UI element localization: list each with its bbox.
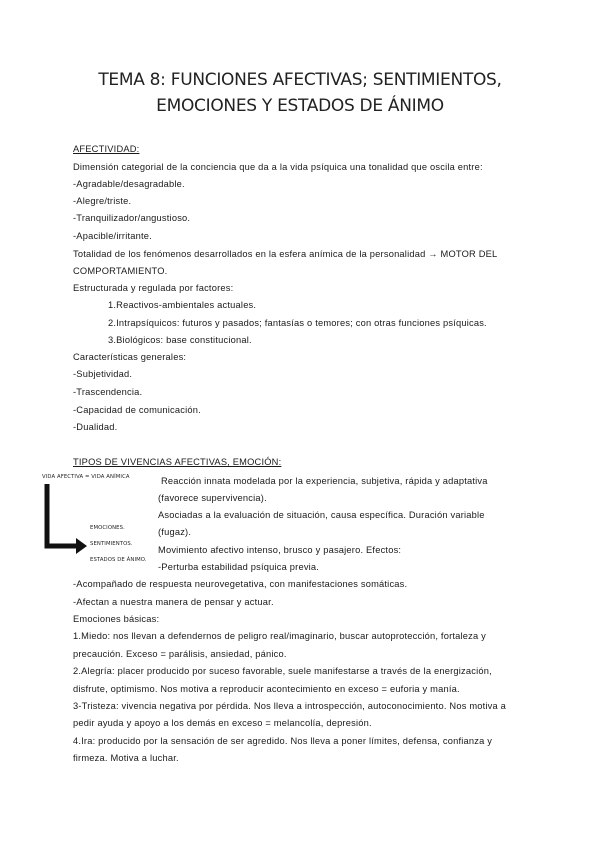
diagram-top-label: VIDA AFECTIVA = VIDA ANÍMICA	[42, 474, 130, 480]
tipos-line: -Afectan a nuestra manera de pensar y actuar.	[73, 597, 274, 607]
afectividad-line: Dimensión categorial de la conciencia que da a la vida psíquica una tonalidad que oscila entre:	[73, 162, 483, 172]
tipos-line: 1.Miedo: nos llevan a defendernos de peligro real/imaginario, buscar autoprotección, fortaleza y	[73, 631, 487, 641]
diagram-item-emociones: EMOCIONES.	[90, 525, 125, 531]
tipos-side-line: -Perturba estabilidad psíquica previa.	[158, 562, 320, 572]
page-title-line-2: EMOCIONES Y ESTADOS DE ÁNIMO	[156, 96, 444, 116]
tipos-side-line: (fugaz).	[158, 527, 192, 537]
characteristics-line: -Dualidad.	[73, 422, 118, 432]
section-heading-afectividad: AFECTIVIDAD:	[73, 144, 140, 154]
afectividad-line: -Apacible/irritante.	[73, 231, 152, 241]
tipos-side-line: Movimiento afectivo intenso, brusco y pasajero. Efectos:	[158, 545, 402, 555]
tipos-line: Emociones básicas:	[73, 614, 160, 624]
afectividad-line: -Alegre/triste.	[73, 196, 132, 206]
tipos-line: 3-Tristeza: vivencia negativa por pérdida. Nos lleva a introspección, autoconocimiento. Nos motiva a	[73, 701, 507, 711]
tipos-line: firmeza. Motiva a luchar.	[73, 753, 179, 763]
tipos-side-line: Asociadas a la evaluación de situación, causa específica. Duración variable	[158, 510, 485, 520]
characteristics-line: Características generales:	[73, 352, 187, 362]
afectividad-line: Estructurada y regulada por factores:	[73, 283, 234, 293]
characteristics-line: -Capacidad de comunicación.	[73, 405, 201, 415]
afectividad-line: Totalidad de los fenómenos desarrollados en la esfera anímica de la personalidad → MOTOR DEL	[73, 249, 498, 259]
page-title-line-1: TEMA 8: FUNCIONES AFECTIVAS; SENTIMIENTOS,	[98, 70, 502, 90]
tipos-side-line: (favorece supervivencia).	[158, 493, 267, 503]
tipos-line: disfrute, optimismo. Nos motiva a reproducir acontecimiento en exceso = euforia y manía.	[73, 684, 460, 694]
tipos-side-line: Reacción innata modelada por la experiencia, subjetiva, rápida y adaptativa	[161, 476, 488, 486]
factor-item: 3.Biológicos: base constitucional.	[108, 335, 252, 345]
section-heading-tipos: TIPOS DE VIVENCIAS AFECTIVAS, EMOCIÓN:	[73, 457, 282, 467]
diagram-item-sentimientos: SENTIMIENTOS.	[90, 541, 133, 547]
characteristics-line: -Trascendencia.	[73, 387, 143, 397]
tipos-line: pedir ayuda y apoyo a los demás en exceso = melancolía, depresión.	[73, 718, 372, 728]
afectividad-line: -Agradable/desagradable.	[73, 179, 185, 189]
tipos-line: -Acompañado de respuesta neurovegetativa, con manifestaciones somáticas.	[73, 579, 408, 589]
characteristics-line: -Subjetividad.	[73, 369, 133, 379]
tipos-line: precaución. Exceso = parálisis, ansiedad, pánico.	[73, 649, 287, 659]
afectividad-line: -Tranquilizador/angustioso.	[73, 213, 191, 223]
factor-item: 1.Reactivos-ambientales actuales.	[108, 300, 257, 310]
diagram-arrow	[40, 480, 92, 560]
afectividad-line: COMPORTAMIENTO.	[73, 266, 168, 276]
tipos-line: 2.Alegría: placer producido por suceso favorable, suele manifestarse a través de la energización,	[73, 666, 492, 676]
diagram-item-estados-de-animo: ESTADOS DE ÁNIMO.	[90, 557, 147, 563]
factor-item: 2.Intrapsíquicos: futuros y pasados; fantasías o temores; con otras funciones psíquicas.	[108, 318, 487, 328]
tipos-line: 4.Ira: producido por la sensación de ser agredido. Nos lleva a poner límites, defensa, confianza y	[73, 736, 493, 746]
